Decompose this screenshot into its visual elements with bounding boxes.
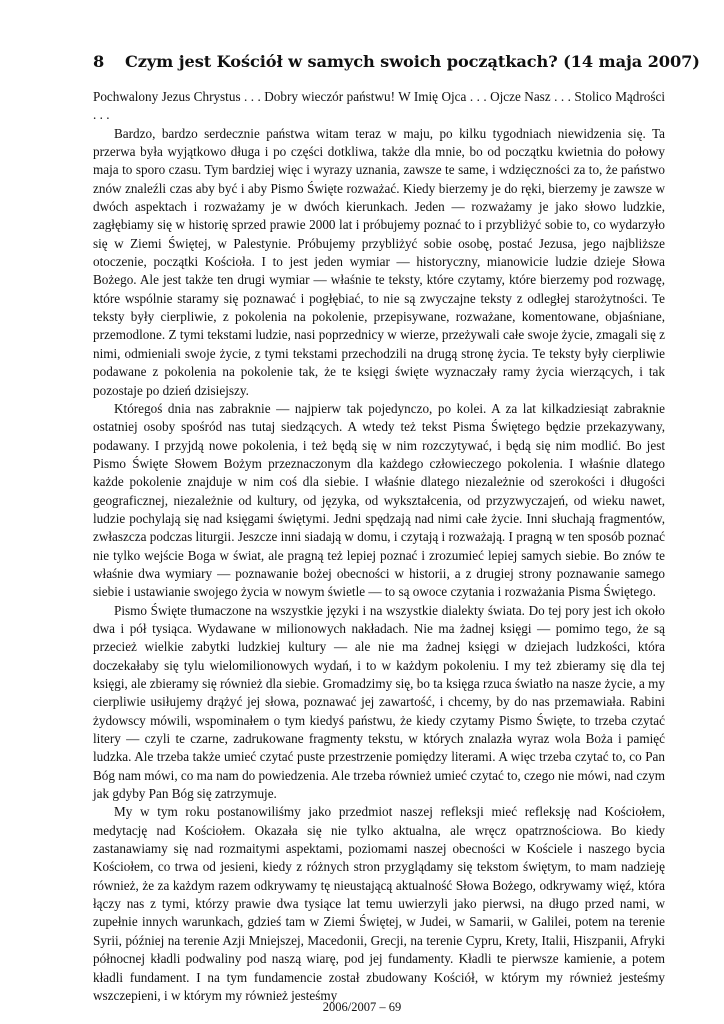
- chapter-number: 8: [93, 52, 105, 71]
- body-text: [93, 88, 665, 1005]
- greeting-paragraph: Pochwalony Jezus Chrystus . . . Dobry wieczór państwu! W Imię Ojca . . . Ojcze Nasz . . . Stolico Mądrości . . .: [93, 89, 665, 123]
- paragraph: Bardzo, bardzo serdecznie państwa witam teraz w maju, po kilku tygodniach niewidzenia się. Ta przerwa była wyjątkowo długa i po części dotkliwa, także dla mnie, bo od początku kwietnia do połowy maja to sporo czasu. Tym bardziej więc i wyrazy uznania, zawsze te same, i wdzięczności za to, że państwo znów znaleźli czas aby być i aby Pismo Święte rozważać. Kiedy bierzemy je do ręki, bierzemy je zawsze w dwóch aspektach i rozważamy je w dwóch kierunkach. Jeden — rozważamy je jako słowo ludzkie, zagłębiamy się w historię sprzed prawie 2000 lat i próbujemy poznać to i przybliżyć sobie to, co wydarzyło się w Ziemi Świętej, w Palestynie. Próbujemy przybliżyć sobie osobę, postać Jezusa, jego najbliższe otoczenie, początki Kościoła. I to jest jeden wymiar — historyczny, mianowicie ludzie dzieje Słowa Bożego. Ale jest także ten drugi wymiar — właśnie te teksty, które czytamy, które bierzemy pod rozwagę, które wspólnie staramy się poznawać i pogłębiać, to nie są zwyczajne teksty z odległej starożytności. Te teksty były cierpliwie, z pokolenia na pokolenie, przepisywane, rozważane, komentowane, objaśniane, przemodlone. Z tymi tekstami ludzie, nasi poprzednicy w wierze, przeżywali całe swoje życie, zmagali się z nimi, odmieniali swoje życie, z tymi tekstami przechodzili na drugą stronę życia. Te teksty były cierpliwie podawane z pokolenia na pokolenie tak, że te księgi święte wyznaczały ramy życia wierzących, i tak pozostaje po dzień dzisiejszy.: [93, 125, 665, 398]
- chapter-heading: [93, 52, 700, 71]
- paragraph: Pismo Święte tłumaczone na wszystkie języki i na wszystkie dialekty świata. Do tej pory jest ich około dwa i pół tysiąca. Wydawane w milionowych nakładach. Nie ma żadnej księgi — pomimo tego, że są przecież wielkie zabytki ludzkiej kultury — ale nie ma żadnej księgi w dziejach ludzkości, która doczekałaby się tylu wielomilionowych wydań, i to w każdym pokoleniu. I my też zbieramy się dla tej księgi, ale zbieramy się również dla siebie. Gromadzimy się, bo ta księga rzuca światło na nasze życie, a my cierpliwie usiłujemy drążyć jej słowa, poznawać jej zawartość, i chcemy, by do nas przemawiała. Rabini żydowscy mówili, wspominałem o tym kiedyś państwu, że kiedy czytamy Pismo Święte, to trzeba czytać litery — czyli te czarne, zadrukowane fragmenty tekstu, w których znalazła wyraz wola Boża i pamięć ludzka. Ale trzeba także umieć czytać puste przestrzenie pomiędzy literami. A więc trzeba czytać to, co Pan Bóg nam mówi, co ma nam do powiedzenia. Ale trzeba również umieć czytać to, czego nie mówi, nad czym jak gdyby Pan Bóg się zatrzymuje.: [93, 602, 665, 802]
- paragraph: Któregoś dnia nas zabraknie — najpierw tak pojedynczo, po kolei. A za lat kilkadziesiąt zabraknie ostatniej osoby spośród nas tutaj siedzących. A wtedy też tekst Pisma Świętego będzie przekazywany, podawany. I przyjdą nowe pokolenia, i też będą się w nim rozczytywać, i będą się nim modlić. Bo jest Pismo Święte Słowem Bożym przeznaczonym dla każdego człowieczego pokolenia. I właśnie dlatego każde pokolenie znajduje w nim coś dla siebie. I właśnie dlatego niezależnie od szerokości i długości geograficznej, niezależnie od kultury, od języka, od wykształcenia, od przyzwyczajeń, od wieku nawet, ludzie pochylają się nad księgami świętymi. Jedni spędzają nad nimi całe życie. Inni słuchają fragmentów, zwłaszcza podczas liturgii. Jeszcze inni siadają w domu, i czytają i rozważają. I pragną w ten sposób poznać nie tylko wejście Boga w świat, ale pragną też lepiej poznać i zrozumieć lepiej samych siebie. Bo znów te właśnie dwa wymiary — poznawanie bożej obecności w historii, a z drugiej strony poznawanie samego siebie i ustawianie swojego życia w nowym świetle — to są owoce czytania i rozważania Pisma Świętego.: [93, 400, 665, 600]
- page-footer: 2006/2007 – 69: [322, 1000, 402, 1014]
- paragraph: My w tym roku postanowiliśmy jako przedmiot naszej refleksji mieć refleksję nad Kościołem, medytację nad Kościołem. Okazała się nie tylko aktualna, ale wręcz opatrznościowa. Bo kiedy zastanawiamy się nad rozmaitymi aspektami, poziomami naszej obecności w Kościele i naszego bycia Kościołem, co trwa od jesieni, kiedy z różnych stron przyglądamy się tekstom świętym, to mam nadzieję również, że za każdym razem odkrywamy tę nieustającą aktualność Słowa Bożego, odkrywamy więź, która łączy nas z tymi, którzy prawie dwa tysiące lat temu uwierzyli jako pierwsi, na długo przed nami, w zupełnie innych warunkach, gdzieś tam w Ziemi Świętej, w Judei, w Samarii, w Galilei, potem na terenie Syrii, później na terenie Azji Mniejszej, Macedonii, Grecji, na terenie Cypru, Krety, Italii, Hiszpanii, Afryki północnej kładli podwaliny pod naszą wiarę, pod jej fundamenty. Kładli te pierwsze kamienie, a potem kładli fundament. I na tym fundamencie został zbudowany Kościół, w którym my również jesteśmy wszczepieni, i w którym my również jesteśmy: [93, 804, 665, 1003]
- chapter-title: Czym jest Kościół w samych swoich początkach? (14 maja 2007): [125, 52, 700, 71]
